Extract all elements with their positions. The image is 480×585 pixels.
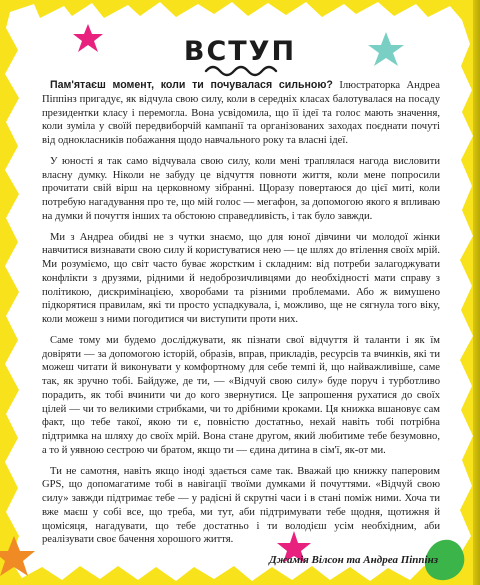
book-spine-edge [473,0,480,585]
intro-text [42,79,440,568]
paragraph-3 [42,231,440,327]
paragraph-body: У юності я так само відчувала свою силу, коли мені траплялася нагода висловити власну думку. Ніколи не забуду це відчуття повноти життя, коли мене попросили прочитати свій вірш на церковному зібранні. Щоразу повертаюся до цієї миті, коли потребую нагадування про те, що мій голос — мегафон, за допомогою якого я впливаю на думки й почуття інших та обстоюю справедливість, і так було завжди. [42,155,440,222]
paragraph-body: Саме тому ми будемо досліджувати, як пізнати свої відчуття й таланти і як їм довіряти — за допомогою історій, образів, вправ, прикладів, ресурсів та вчинків, які ти можеш читати й виконувати у комфортному для себе темпі й, що найважливіше, саме так, як зручно тобі. Байдуже, де ти, — «Відчуй свою силу» буде поруч і турботливо порадить, як тобі вчинити чи до кого звернутися. Це запрошення рухатися до своїх цілей — чи то великими стрибками, чи то дрібними кроками. Ця книжка вшановує сам факт, що тебе такої, якою ти є, повністю достатньо, нехай навіть тобі потрібна підтримка на шляху до своїх мрій. Вона стане другом, який любитиме тебе безумовно, а то й уявною сестрою чи братом, якщо ти — єдина дитина в сім'ї, як-от ми. [42,334,440,456]
paragraph-5 [42,465,440,548]
paragraph-1 [42,79,440,148]
paragraph-lead: Пам'ятаєш момент, коли ти почувалася сильною? [50,79,333,91]
paragraph-body: Ми з Андреа обидві не з чутки знаємо, що для юної дівчини чи молодої жінки навчитися визнавати свою силу й користуватися нею — це шлях до втілення своїх мрій. Ми розуміємо, що світ часто буває жорстким і складним: від потреби залагоджувати конфлікти з друзями, рідними й недоброзичливцями до необхідності мати справу з політикою, дискримінацією, хворобами та різними проблемами. Або ж вимушено підкорятися правилам, які ти просто успадкувала, і, можливо, ще не сягнула того віку, коли можеш з ними погодитися чи виступити проти них. [42,231,440,325]
page-title: ВСТУП [183,36,297,67]
paragraph-2 [42,155,440,224]
paragraph-body: Ілюстраторка Андреа Піппінз пригадує, як відчула свою силу, коли в середніх класах балотувалася на посаду президентки класу і перемогла. Вона усвідомила, що її ідеї та голос мають значення, коли зуміла у своїй передвиборчій кампанії та організованих заходах поєднати почуті від однокласників побажання щодо навчального року та власні ідеї. [42,80,441,146]
paragraph-4 [42,334,440,458]
paragraph-body: Ти не самотня, навіть якщо іноді здається саме так. Вважай цю книжку паперовим GPS, що допомагатиме тобі в навігації твоїми думками й почуттями. «Відчуй свою силу» завжди підтримає тебе — у радісні й скрутні часи і в стані поміж ними. Хоча ти вже маєш у собі все, що треба, ми тут, аби підтримувати тебе щодня, щотижня й щомісяця, нагадувати, що тебе достатньо і ти володієш усім необхідним, аби реалізувати своє бачення хорошого життя. [42,465,440,546]
author-signature: Джамія Вілсон та Андреа Піппінз [269,554,438,566]
